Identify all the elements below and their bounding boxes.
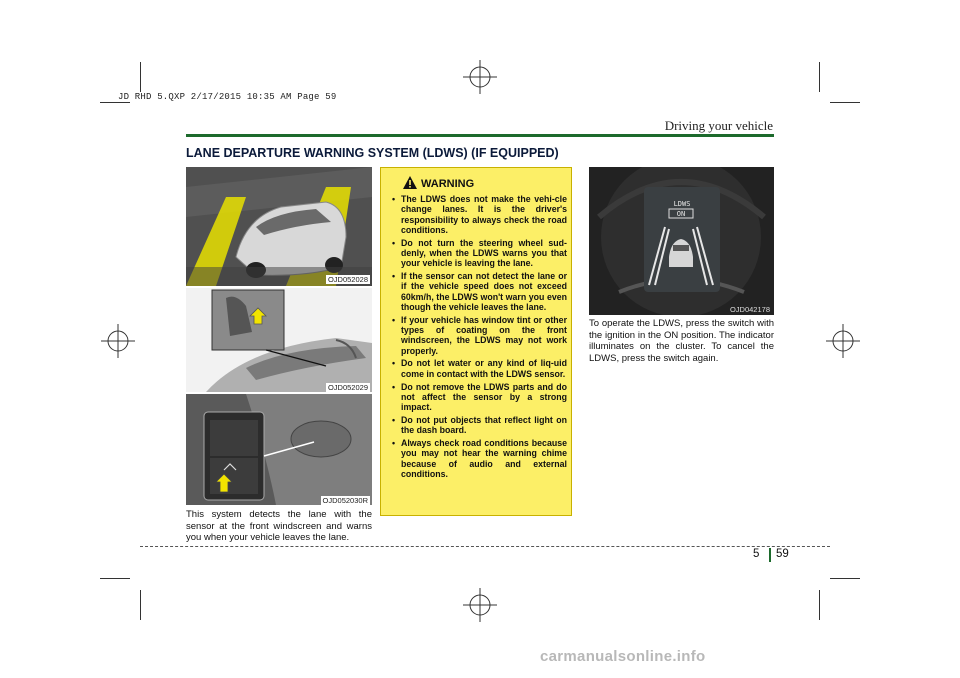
- watermark: carmanualsonline.info: [540, 648, 706, 665]
- warning-box: [380, 167, 572, 516]
- warning-triangle-icon: [403, 176, 417, 189]
- registration-mark-icon: [463, 588, 497, 622]
- crop-mark: [100, 102, 130, 103]
- warning-item: • Do not let water or any kind of liq-uid come in contact with the LDWS sensor.: [392, 358, 567, 379]
- section-title: LANE DEPARTURE WARNING SYSTEM (LDWS) (IF EQUIPPED): [186, 146, 559, 160]
- crop-mark: [140, 62, 141, 92]
- crop-mark: [140, 590, 141, 620]
- figure-label: OJD052029: [327, 383, 368, 392]
- figure-windscreen: [186, 288, 372, 392]
- running-header: Driving your vehicle: [664, 118, 773, 133]
- figure-car-lanes: [186, 167, 372, 286]
- figure-cluster: [589, 167, 774, 315]
- warning-item: • If the sensor can not detect the lane or if the vehicle speed does not exceed 60km/h, the LDWS won't warn you even though the vehicle leaves the lane.: [392, 271, 567, 312]
- page-separator: [769, 548, 771, 562]
- crop-mark: [830, 578, 860, 579]
- figure-label: OJD042178: [729, 305, 770, 314]
- cluster-indicator-label: LDWS: [673, 200, 691, 208]
- crop-mark: [100, 578, 130, 579]
- warning-list: [389, 194, 567, 482]
- warning-title: WARNING: [421, 178, 475, 190]
- registration-mark-icon: [101, 324, 135, 358]
- figure-switch: [186, 394, 372, 505]
- page-number: 59: [776, 548, 789, 560]
- footer-rule: [140, 546, 830, 547]
- header-rule: [186, 134, 774, 137]
- crop-mark: [830, 102, 860, 103]
- cluster-indicator-state: ON: [676, 210, 686, 218]
- figure-label: OJD052030R: [322, 496, 368, 505]
- warning-item: • If your vehicle has window tint or other types of coating on the front windscreen, the LDWS may not work properly.: [392, 314, 567, 356]
- figure-label: OJD052028: [327, 275, 368, 284]
- warning-item: • The LDWS does not make the vehi-cle change lanes. It is the driver's responsibility to always check the road conditions.: [392, 194, 567, 235]
- crop-mark: [819, 62, 820, 92]
- left-caption: This system detects the lane with the sensor at the front windscreen and warns you when your vehicle leaves the lane.: [186, 509, 372, 543]
- printer-slug: JD RHD 5.QXP 2/17/2015 10:35 AM Page 59: [118, 92, 337, 102]
- warning-item: • Always check road conditions because you may not hear the warning chime because of audio and external conditions.: [392, 438, 567, 479]
- crop-mark: [819, 590, 820, 620]
- right-caption: To operate the LDWS, press the switch with the ignition in the ON position. The indicator illuminates on the cluster. To cancel the LDWS, press the switch again.: [589, 318, 774, 364]
- registration-mark-icon: [463, 60, 497, 94]
- warning-item: • Do not remove the LDWS parts and do not affect the sensor by a strong impact.: [392, 381, 567, 413]
- warning-item: • Do not turn the steering wheel sud-denly, when the LDWS warns you that your vehicle is leaving the lane.: [392, 237, 567, 269]
- warning-item: • Do not put objects that reflect light on the dash board.: [392, 414, 567, 436]
- chapter-number: 5: [753, 548, 760, 560]
- registration-mark-icon: [826, 324, 860, 358]
